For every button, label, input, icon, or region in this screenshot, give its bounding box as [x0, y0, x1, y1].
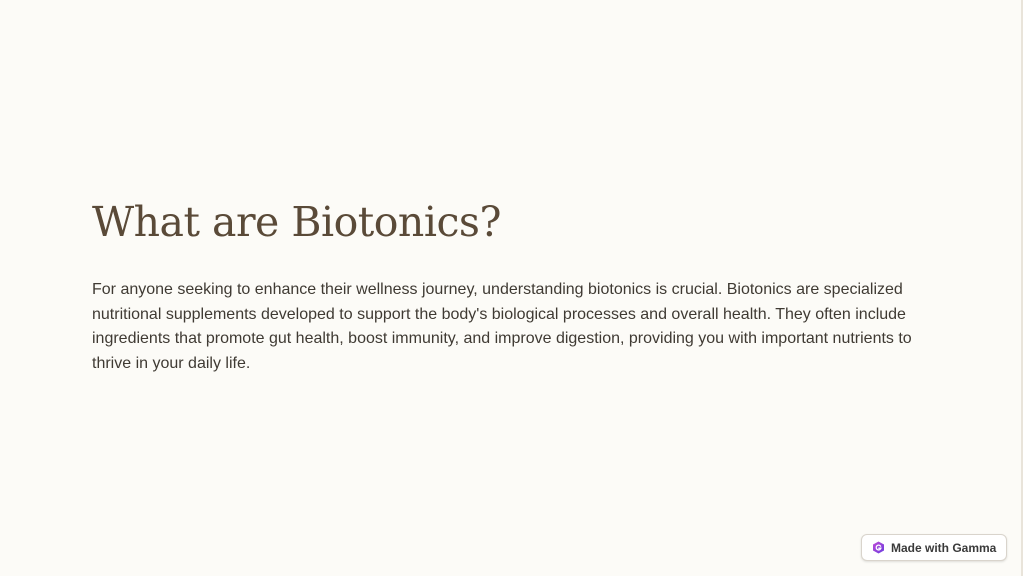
made-with-gamma-label: Made with Gamma: [891, 540, 997, 555]
made-with-gamma-button[interactable]: [861, 534, 1007, 561]
gamma-logo-icon: [872, 541, 885, 554]
slide-title: What are Biotonics?: [92, 198, 501, 246]
slide-body-text: For anyone seeking to enhance their wellness journey, understanding biotonics is crucial. Biotonics are specialized nutritional supplements developed to support the body's biological processes and overall health. They often include ingredients that promote gut health, boost immunity, and improve digestion, providing you with important nutrients to thrive in your daily life.: [92, 281, 912, 372]
